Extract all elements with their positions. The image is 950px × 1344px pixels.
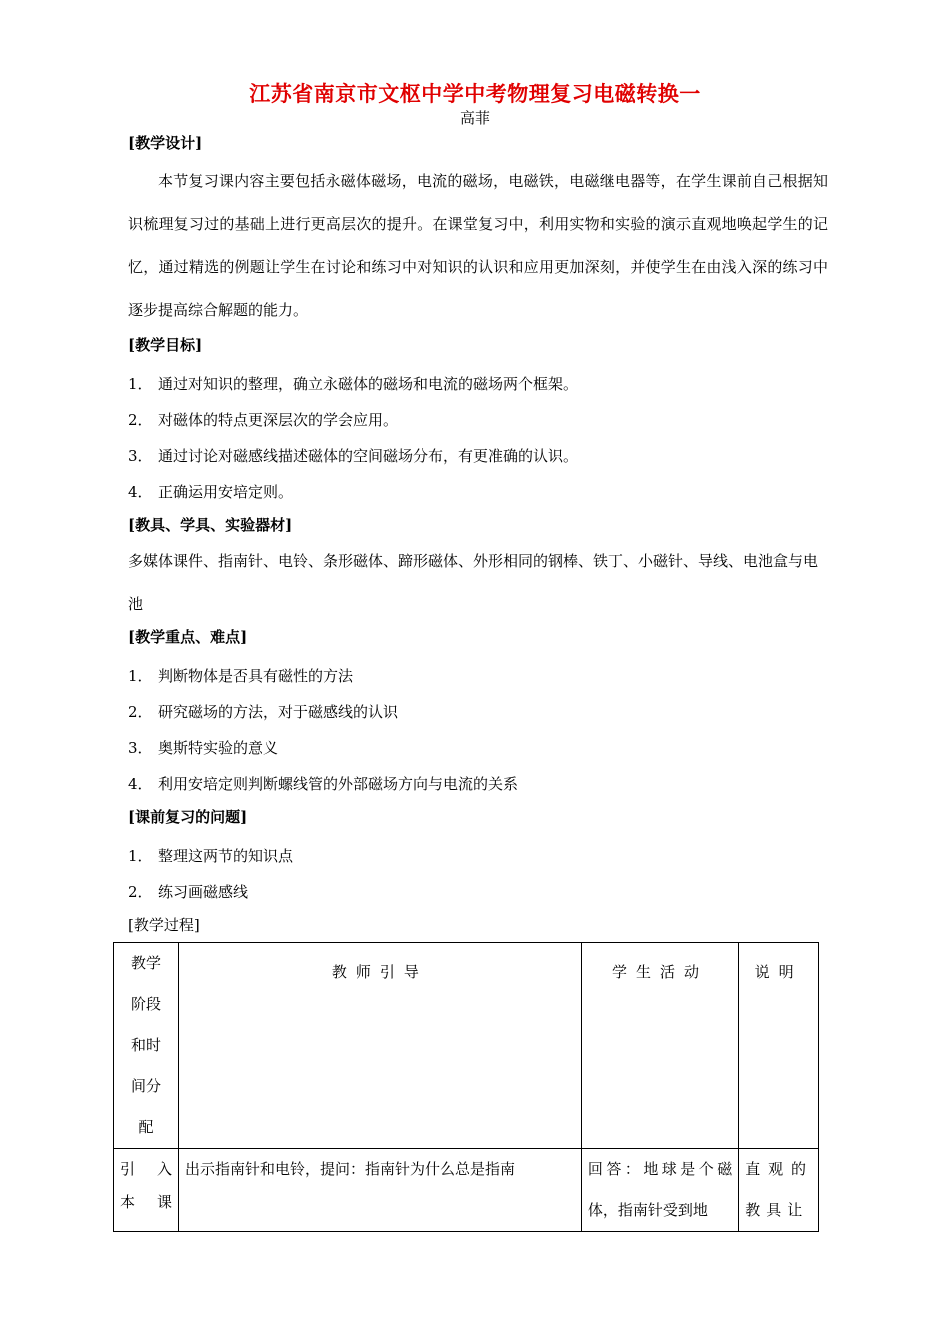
preview-item: 1． 整理这两节的知识点 — [128, 847, 294, 865]
keypoint-item: 3． 奥斯特实验的意义 — [128, 739, 279, 757]
row-student: 回答：地球是个磁体，指南针受到地 — [581, 1149, 738, 1232]
preview-item: 2． 练习画磁感线 — [128, 883, 249, 901]
document-body — [128, 128, 828, 946]
keypoint-item: 2． 研究磁场的方法，对于磁感线的认识 — [128, 703, 399, 721]
keypoint-item: 1． 判断物体是否具有磁性的方法 — [128, 667, 354, 685]
section-heading-keypoints: [教学重点、难点] — [128, 628, 248, 646]
table-row — [114, 1149, 819, 1232]
table-header-row — [114, 943, 819, 1149]
design-paragraph: 本节复习课内容主要包括永磁体磁场，电流的磁场，电磁铁，电磁继电器等，在学生课前自己根据知识梳理复习过的基础上进行更高层次的提升。在课堂复习中，利用实物和实验的演示直观地唤起学生的记忆，通过精选的例题让学生在讨论和练习中对知识的认识和应用更加深刻，并使学生在由浅入深的练习中逐步提高综合解题的能力。 — [128, 172, 828, 319]
section-heading-design: [教学设计] — [128, 134, 203, 152]
row-note: 直观的教具让 — [739, 1149, 819, 1232]
header-teacher: 教师引导 — [178, 943, 581, 1149]
equipment-paragraph: 多媒体课件、指南针、电铃、条形磁体、蹄形磁体、外形相同的钢棒、铁丁、小磁针、导线、电池盒与电池 — [128, 552, 819, 613]
document-title: 江苏省南京市文枢中学中考物理复习电磁转换一 — [249, 82, 701, 106]
section-heading-equipment: [教具、学具、实验器材] — [128, 516, 293, 534]
header-stage: 教学 阶段 和时 间分 配 — [114, 943, 179, 1149]
section-heading-goals: [教学目标] — [128, 336, 203, 354]
section-heading-process: [教学过程] — [128, 916, 200, 934]
goal-item: 4． 正确运用安培定则。 — [128, 483, 294, 501]
goal-item: 2． 对磁体的特点更深层次的学会应用。 — [128, 411, 399, 429]
row-teacher: 出示指南针和电铃，提问：指南针为什么总是指南 — [178, 1149, 581, 1232]
keypoint-item: 4． 利用安培定则判断螺线管的外部磁场方向与电流的关系 — [128, 775, 519, 793]
author-name: 高菲 — [459, 109, 490, 127]
goal-item: 1． 通过对知识的整理，确立永磁体的磁场和电流的磁场两个框架。 — [128, 375, 579, 393]
row-stage: 引 入 本 课 — [114, 1149, 179, 1232]
goal-item: 3． 通过讨论对磁感线描述磁体的空间磁场分布，有更准确的认识。 — [128, 447, 579, 465]
teaching-process-table — [113, 942, 819, 1232]
header-student: 学生活动 — [581, 943, 738, 1149]
header-note: 说明 — [739, 943, 819, 1149]
section-heading-preview: [课前复习的问题] — [128, 808, 248, 826]
